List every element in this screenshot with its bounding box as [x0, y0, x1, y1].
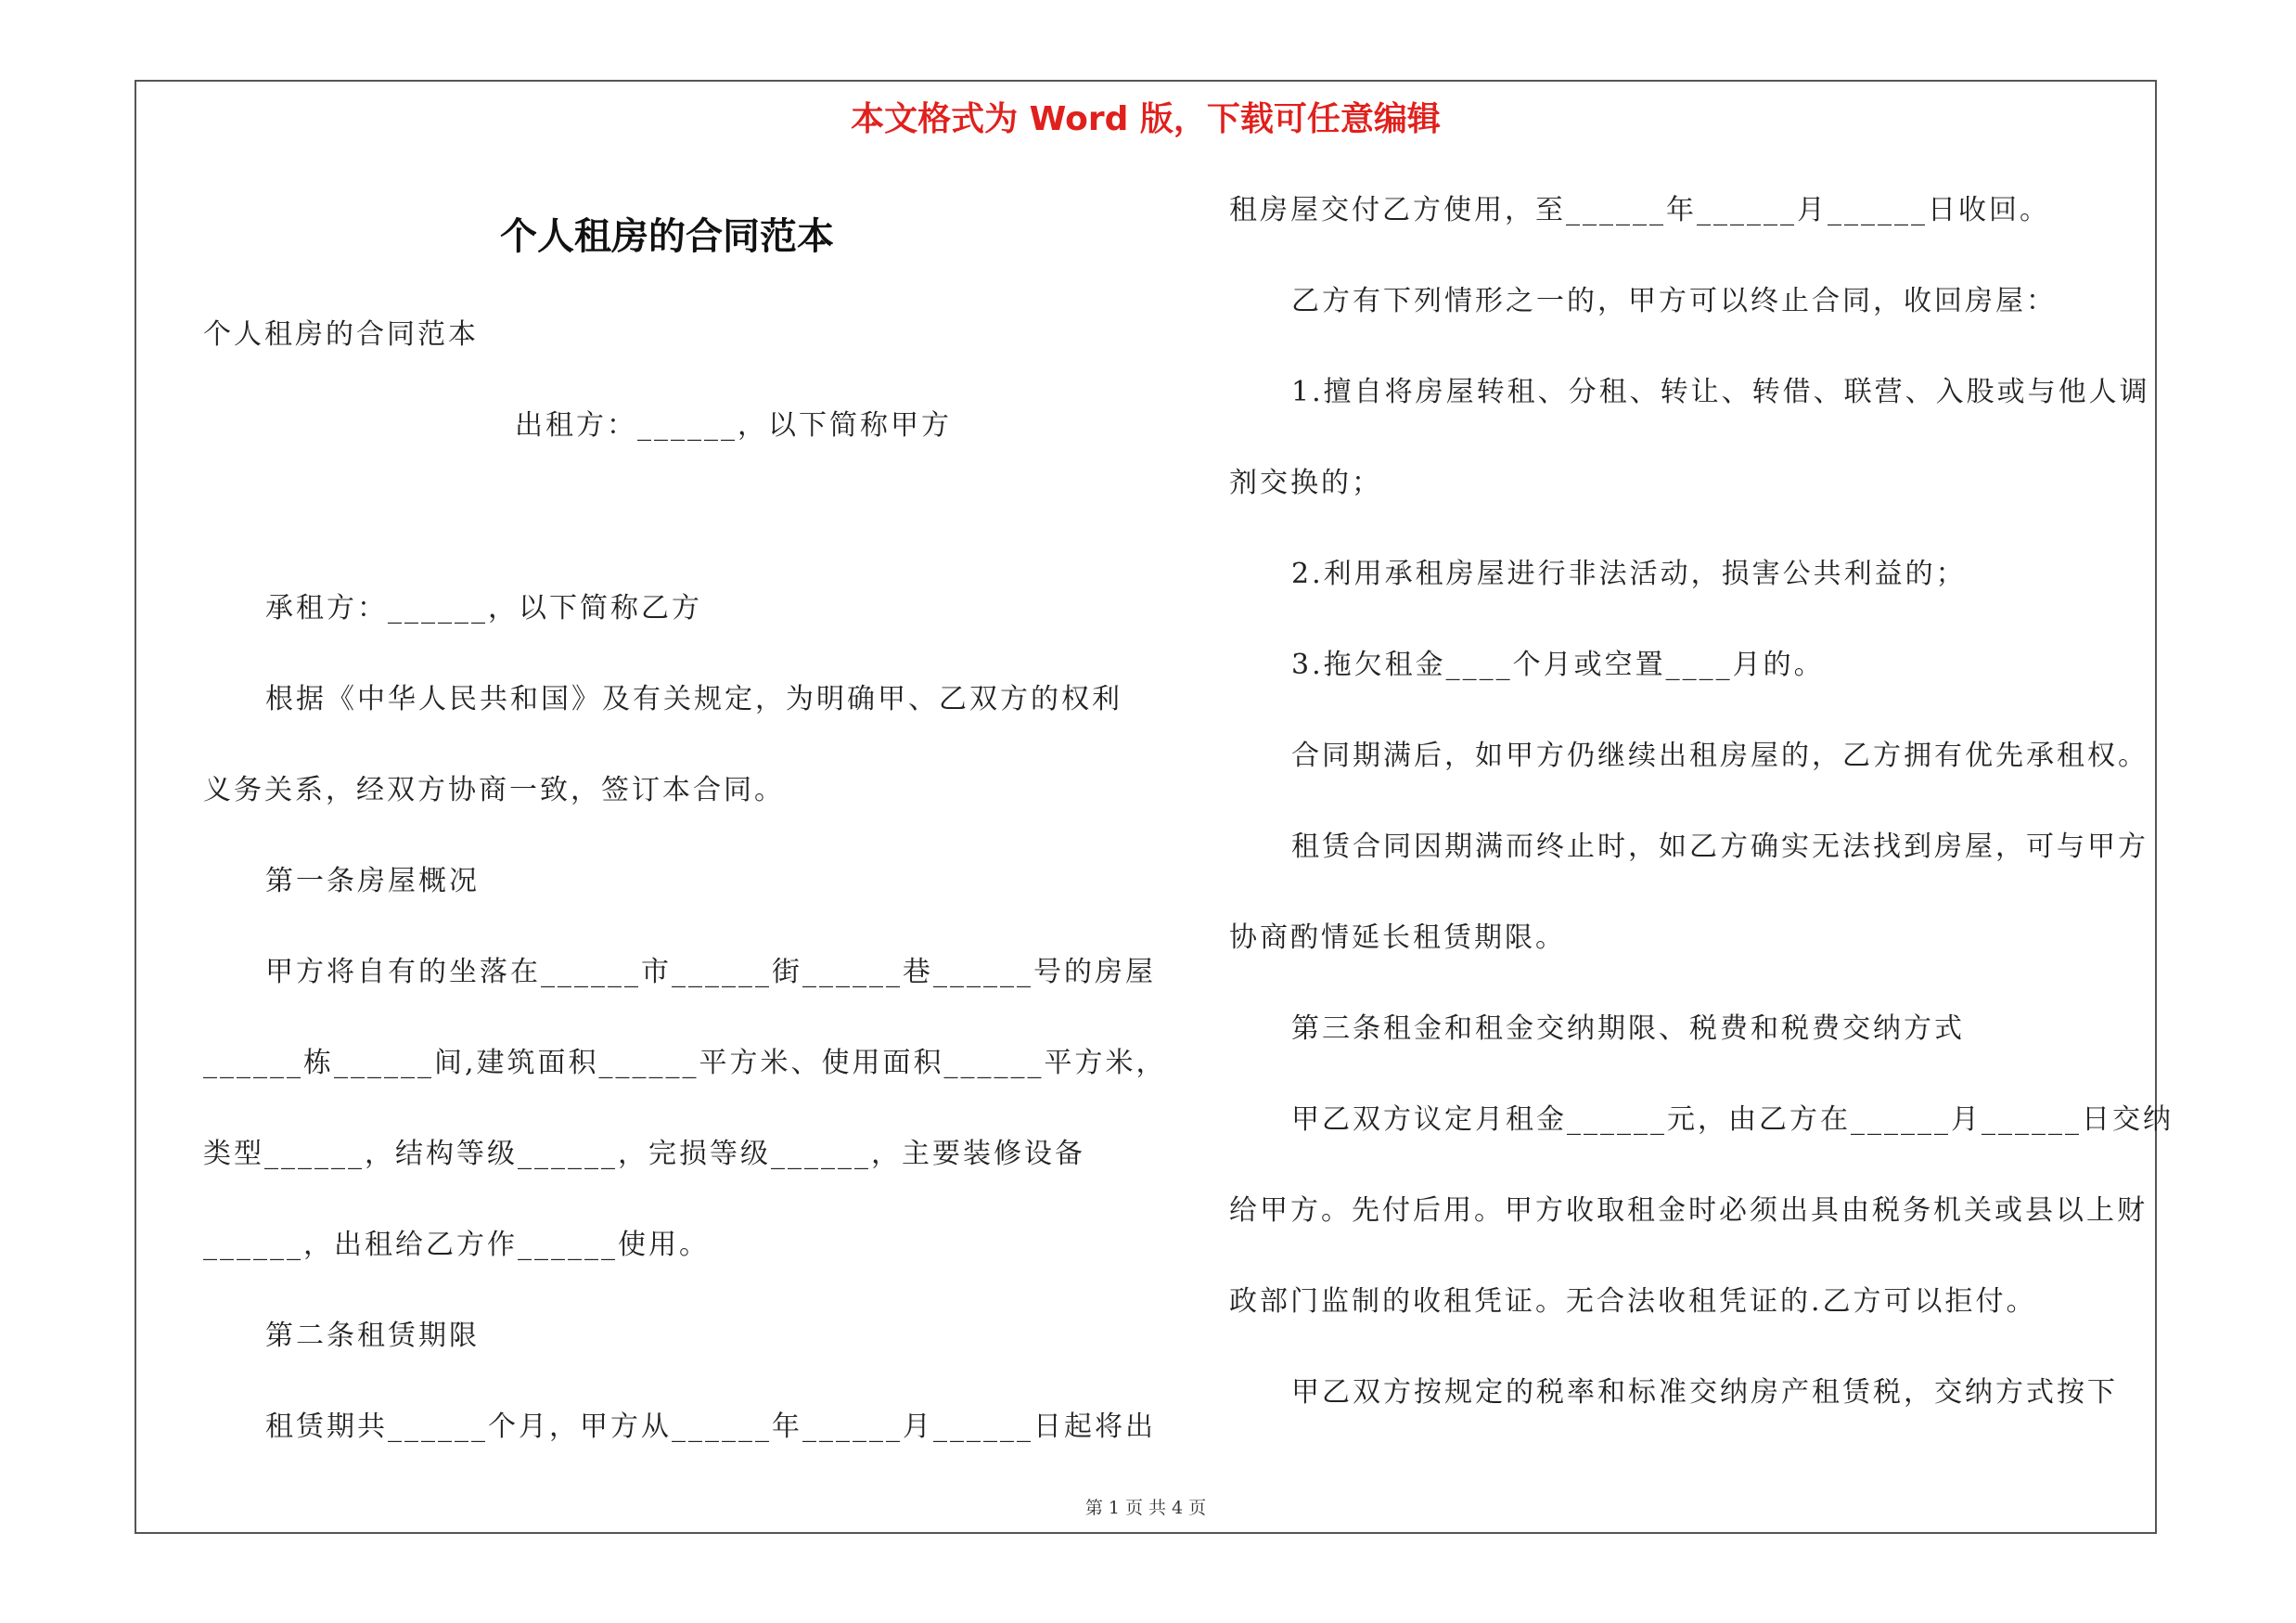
paragraph-line: 个人租房的合同范本 [203, 318, 479, 351]
paragraph-line: ______，出租给乙方作______使用。 [203, 1229, 710, 1261]
section-heading: 第三条租金和租金交纳期限、税费和税费交纳方式 [1291, 1012, 1965, 1045]
paragraph-line: 乙方有下列情形之一的，甲方可以终止合同，收回房屋： [1291, 285, 2057, 317]
document-title: 个人租房的合同范本 [500, 215, 834, 258]
paragraph-line: 3.拖欠租金____个月或空置____月的。 [1291, 649, 1825, 681]
paragraph-line: 政部门监制的收租凭证。无合法收租凭证的.乙方可以拒付。 [1229, 1285, 2037, 1318]
section-heading: 第二条租赁期限 [265, 1320, 480, 1352]
paragraph-line: 承租方：______，以下简称乙方 [265, 592, 702, 625]
paragraph-line: 1.擅自将房屋转租、分租、转让、转借、联营、入股或与他人调 [1291, 376, 2150, 408]
paragraph-line: 甲乙双方议定月租金______元，由乙方在______月______日交纳 [1291, 1103, 2174, 1136]
document-page [135, 80, 2174, 1534]
paragraph-line: 租房屋交付乙方使用，至______年______月______日收回。 [1229, 194, 2050, 226]
paragraph-line: 类型______，结构等级______，完损等级______，主要装修设备 [203, 1138, 1085, 1170]
paragraph-line: 租赁期共______个月，甲方从______年______月______日起将出 [265, 1410, 1156, 1443]
paragraph-line: 给甲方。先付后用。甲方收取租金时必须出具由税务机关或县以上财 [1229, 1194, 2148, 1227]
paragraph-line: 出租方：______，以下简称甲方 [515, 409, 952, 442]
page-footer: 第 1 页 共 4 页 [1084, 1498, 1207, 1518]
paragraph-line: 甲方将自有的坐落在______市______街______巷______号的房屋 [265, 956, 1156, 988]
paragraph-line: 合同期满后，如甲方仍继续出租房屋的，乙方拥有优先承租权。 [1291, 740, 2148, 772]
paragraph-line: 协商酌情延长租赁期限。 [1229, 921, 1566, 954]
paragraph-line: ______栋______间,建筑面积______平方米、使用面积______平方米， [203, 1047, 1167, 1079]
format-notice: 本文格式为 Word 版，下载可任意编辑 [851, 100, 1441, 138]
section-heading: 第一条房屋概况 [265, 865, 480, 897]
paragraph-line: 甲乙双方按规定的税率和标准交纳房产租赁税，交纳方式按下 [1291, 1376, 2118, 1409]
paragraph-line: 剂交换的； [1229, 467, 1382, 499]
paragraph-line: 租赁合同因期满而终止时，如乙方确实无法找到房屋，可与甲方 [1291, 831, 2148, 863]
paragraph-line: 2.利用承租房屋进行非法活动，损害公共利益的； [1291, 558, 1967, 590]
paragraph-line: 义务关系，经双方协商一致，签订本合同。 [203, 774, 785, 806]
paragraph-line: 根据《中华人民共和国》及有关规定，为明确甲、乙双方的权利 [265, 683, 1122, 715]
